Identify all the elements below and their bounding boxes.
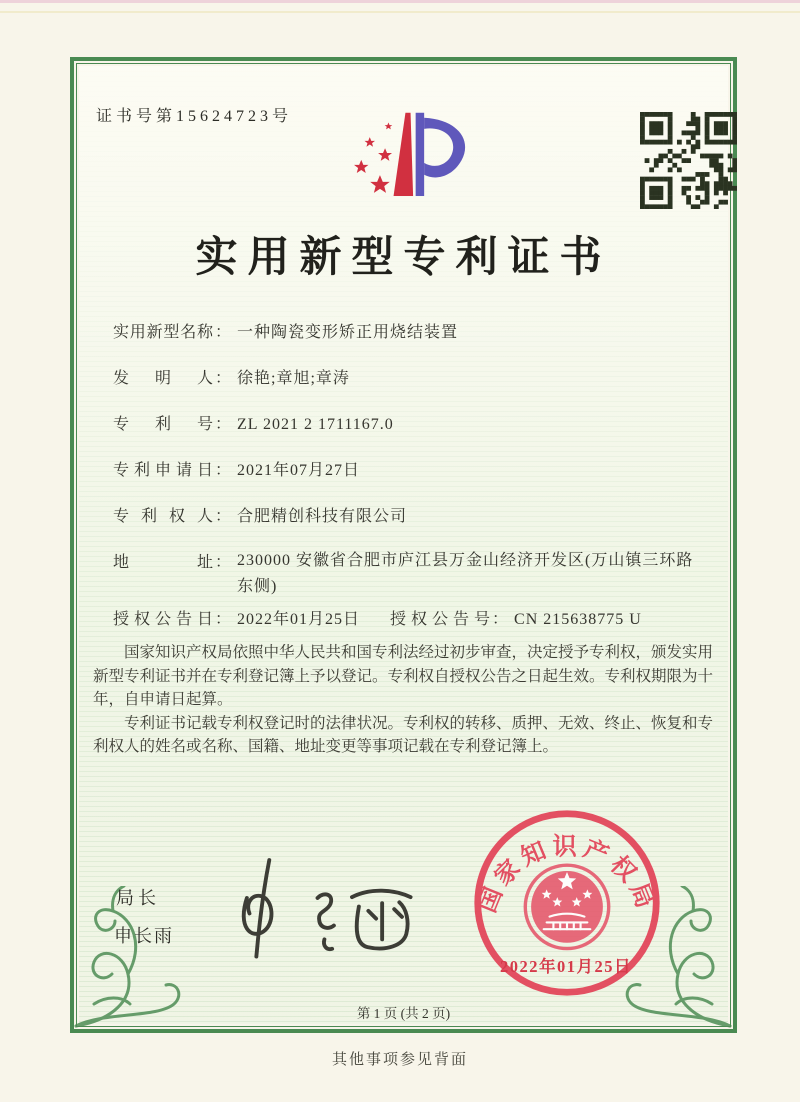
fields-section: [113, 318, 718, 651]
scan-artifact: [0, 11, 800, 13]
colon: ：: [215, 508, 232, 525]
colon: ：: [215, 554, 232, 571]
cnipa-logo-icon: [340, 106, 476, 218]
field-row: [113, 548, 718, 600]
fields-list: [113, 318, 718, 600]
field-value: 230000 安徽省合肥市庐江县万金山经济开发区(万山镇三环路东侧): [237, 552, 694, 595]
field-value: ZL 2021 2 1711167.0: [237, 416, 394, 433]
field-label: 地址: [113, 554, 213, 571]
colon: ：: [215, 462, 232, 479]
colon: ：: [215, 416, 232, 433]
field-value: 一种陶瓷变形矫正用烧结装置: [237, 324, 459, 341]
colon: ：: [215, 611, 232, 628]
certificate-title: 实用新型专利证书: [195, 235, 612, 281]
field-label: 专利号: [113, 416, 213, 433]
colon: ：: [492, 611, 509, 628]
page-number: 第 1 页 (共 2 页): [356, 1006, 451, 1021]
grant-date-value: 2022年01月25日: [237, 611, 361, 628]
field-label: 实用新型名称: [113, 324, 213, 341]
colon: ：: [215, 324, 232, 341]
field-row: [113, 318, 718, 348]
grant-row: [113, 605, 718, 635]
field-label: 发明人: [113, 370, 213, 387]
grant-no-label: 授权公告号: [390, 611, 491, 628]
field-label: 专利权人: [113, 508, 213, 525]
field-value: 徐艳;章旭;章涛: [237, 370, 350, 387]
national-emblem-icon: [525, 865, 608, 948]
field-label: 专利申请日: [113, 462, 213, 479]
back-note: 其他事项参见背面: [331, 1052, 468, 1068]
qr-code: [640, 112, 737, 209]
certificate-number: 证书号第15624723号: [96, 108, 293, 125]
seal-text: 国家知识产权局: [473, 833, 661, 917]
field-row: [113, 456, 718, 486]
field-value: 2021年07月27日: [237, 462, 361, 479]
legal-text: [93, 641, 715, 759]
seal-date: 2022年01月25日: [500, 957, 632, 976]
field-value: 合肥精创科技有限公司: [237, 508, 408, 525]
director-signature: [222, 848, 432, 960]
field-row: [113, 410, 718, 440]
grant-date-label: 授权公告日: [113, 611, 213, 628]
grant-no-value: CN 215638775 U: [514, 611, 642, 628]
legal-paragraph: 专利证书记载专利权登记时的法律状况。专利权的转移、质押、无效、终止、恢复和专利权人的姓名或名称、国籍、地址变更等事项记载在专利登记簿上。: [93, 714, 714, 755]
scan-artifact: [0, 0, 800, 3]
field-row: [113, 502, 718, 532]
colon: ：: [215, 370, 232, 387]
signer-name: 申长雨: [114, 926, 174, 946]
field-row: [113, 364, 718, 394]
signer-title: 局长: [116, 888, 160, 908]
legal-paragraph: 国家知识产权局依照中华人民共和国专利法经过初步审查，决定授予专利权，颁发实用新型专利证书并在专利登记簿上予以登记。专利权自授权公告之日起生效。专利权期限为十年，自申请日起算。: [93, 644, 714, 708]
